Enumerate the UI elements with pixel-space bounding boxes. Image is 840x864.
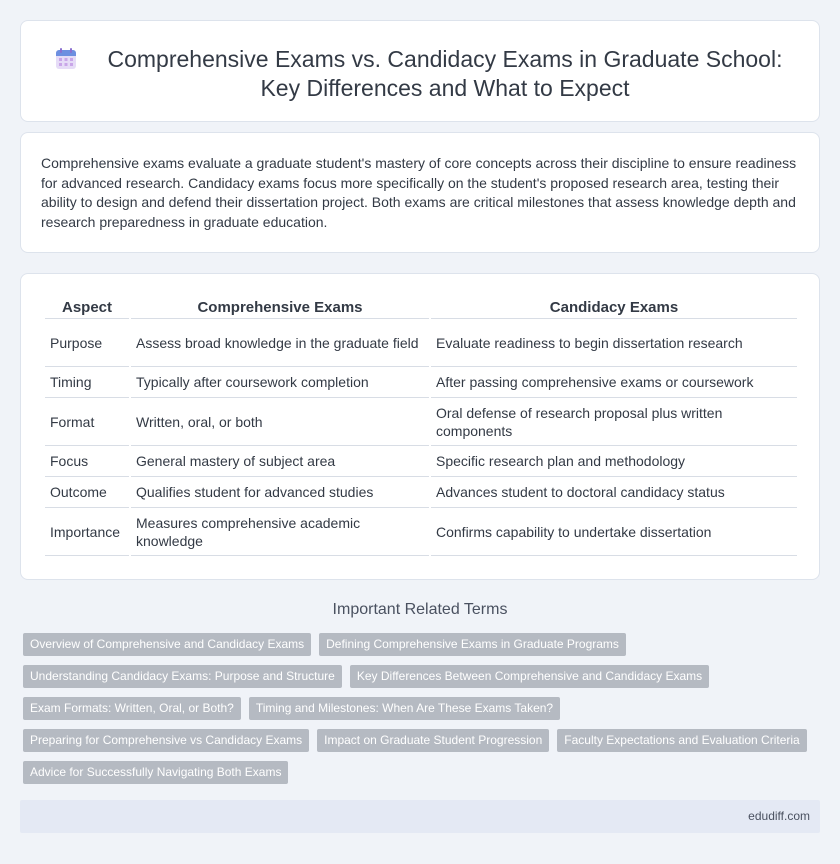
table-cell: After passing comprehensive exams or coursework (431, 367, 797, 398)
table-row (45, 319, 797, 367)
related-term-tag[interactable]: Impact on Graduate Student Progression (317, 729, 549, 752)
table-cell: Outcome (45, 477, 129, 508)
footer (20, 800, 820, 833)
comparison-table-card (20, 273, 820, 580)
table-cell: Written, oral, or both (131, 398, 429, 446)
related-term-tag[interactable]: Key Differences Between Comprehensive and Candidacy Exams (350, 665, 709, 688)
related-terms-heading: Important Related Terms (332, 601, 508, 618)
table-cell: Typically after coursework completion (131, 367, 429, 398)
table-cell: Advances student to doctoral candidacy status (431, 477, 797, 508)
table-header-row (45, 294, 797, 319)
table-cell: Oral defense of research proposal plus written components (431, 398, 797, 446)
table-cell: Qualifies student for advanced studies (131, 477, 429, 508)
related-term-tag[interactable]: Advice for Successfully Navigating Both Exams (23, 761, 288, 784)
column-header-aspect: Aspect (45, 294, 129, 319)
table-cell: Focus (45, 446, 129, 477)
table-cell: Purpose (45, 319, 129, 367)
title-card (20, 20, 820, 122)
table-cell: General mastery of subject area (131, 446, 429, 477)
table-cell: Importance (45, 508, 129, 556)
column-header-candidacy: Candidacy Exams (431, 294, 797, 319)
table-row (45, 508, 797, 556)
table-cell: Format (45, 398, 129, 446)
related-term-tag[interactable]: Exam Formats: Written, Oral, or Both? (23, 697, 241, 720)
table-cell: Timing (45, 367, 129, 398)
related-term-tag[interactable]: Faculty Expectations and Evaluation Criteria (557, 729, 806, 752)
table-cell: Evaluate readiness to begin dissertation research (431, 319, 797, 367)
intro-card (20, 132, 820, 253)
related-terms-list (23, 633, 813, 784)
related-term-tag[interactable]: Understanding Candidacy Exams: Purpose and Structure (23, 665, 342, 688)
calendar-icon (54, 47, 78, 71)
related-term-tag[interactable]: Overview of Comprehensive and Candidacy Exams (23, 633, 311, 656)
table-cell: Specific research plan and methodology (431, 446, 797, 477)
table-row (45, 398, 797, 446)
table-row (45, 367, 797, 398)
page-title: Comprehensive Exams vs. Candidacy Exams in Graduate School: Key Differences and What to Expect (107, 46, 783, 101)
related-term-tag[interactable]: Preparing for Comprehensive vs Candidacy Exams (23, 729, 309, 752)
table-cell: Measures comprehensive academic knowledge (131, 508, 429, 556)
table-cell: Assess broad knowledge in the graduate field (131, 319, 429, 367)
related-term-tag[interactable]: Defining Comprehensive Exams in Graduate Programs (319, 633, 626, 656)
intro-paragraph: Comprehensive exams evaluate a graduate student's mastery of core concepts across their discipline to ensure readiness for advanced research. Candidacy exams focus more specifically on the student's proposed research area, testing their ability to design and defend their dissertation project. Both exams are critical milestones that assess knowledge depth and research preparedness in graduate education. (41, 155, 797, 230)
table-cell: Confirms capability to undertake dissertation (431, 508, 797, 556)
table-row (45, 477, 797, 508)
comparison-table (43, 294, 799, 556)
related-term-tag[interactable]: Timing and Milestones: When Are These Exams Taken? (249, 697, 560, 720)
table-row (45, 446, 797, 477)
column-header-comprehensive: Comprehensive Exams (131, 294, 429, 319)
footer-site-link[interactable]: edudiff.com (748, 809, 810, 823)
